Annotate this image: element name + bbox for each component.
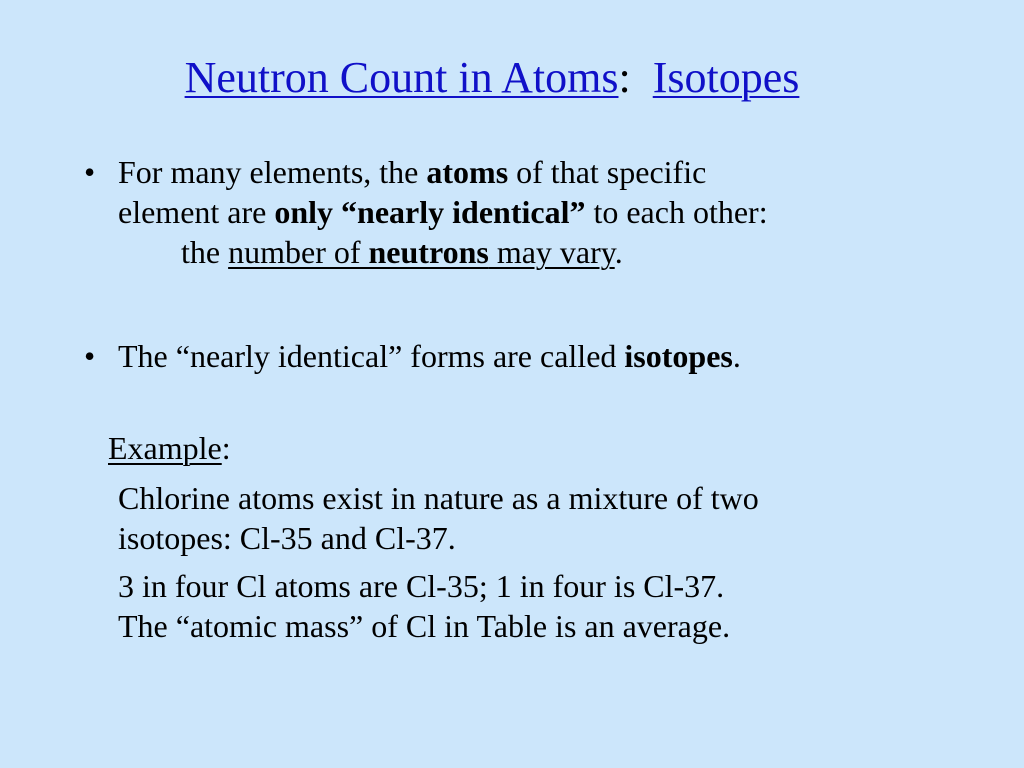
title-main-link[interactable]: Neutron Count in Atoms bbox=[184, 53, 619, 102]
slide-title bbox=[0, 52, 984, 104]
text-run: The “nearly identical” forms are called bbox=[118, 338, 625, 374]
example-line: 3 in four Cl atoms are Cl-35; 1 in four is Cl-37. bbox=[118, 568, 725, 604]
text-run: . bbox=[732, 338, 741, 374]
bullet-1-line-2 bbox=[118, 192, 768, 232]
text-run: may vary bbox=[488, 234, 615, 270]
bullet-2-line-1 bbox=[118, 336, 741, 376]
example-colon: : bbox=[221, 430, 231, 466]
text-run: . bbox=[614, 234, 623, 270]
bold-isotopes: isotopes bbox=[624, 338, 733, 374]
text-run: to each other: bbox=[585, 194, 768, 230]
bullet-marker: • bbox=[84, 154, 96, 190]
text-run: element are bbox=[118, 194, 275, 230]
example-label: Example bbox=[108, 430, 222, 466]
text-run: For many elements, the bbox=[118, 154, 427, 190]
example-paragraph-1 bbox=[118, 478, 759, 558]
bullet-1-text bbox=[118, 152, 768, 272]
example-paragraph-2 bbox=[118, 566, 730, 646]
example-line: The “atomic mass” of Cl in Table is an average. bbox=[118, 608, 731, 644]
bullet-marker: • bbox=[84, 338, 96, 374]
text-run: number of bbox=[228, 234, 369, 270]
bullet-1-line-3 bbox=[118, 232, 768, 272]
example-heading bbox=[108, 428, 231, 468]
bullet-1-line-1 bbox=[118, 152, 768, 192]
underlined-phrase bbox=[228, 234, 615, 270]
bullet-2-text bbox=[118, 336, 741, 376]
example-line: isotopes: Cl-35 and Cl-37. bbox=[118, 520, 456, 556]
title-isotopes-link[interactable]: Isotopes bbox=[652, 53, 800, 102]
title-separator: : bbox=[618, 53, 631, 102]
bold-nearly-identical: only “nearly identical” bbox=[274, 194, 586, 230]
example-line: Chlorine atoms exist in nature as a mixture of two bbox=[118, 480, 759, 516]
bold-neutrons: neutrons bbox=[368, 234, 489, 270]
bold-atoms: atoms bbox=[426, 154, 509, 190]
text-run: of that specific bbox=[508, 154, 707, 190]
text-run: the bbox=[181, 234, 229, 270]
